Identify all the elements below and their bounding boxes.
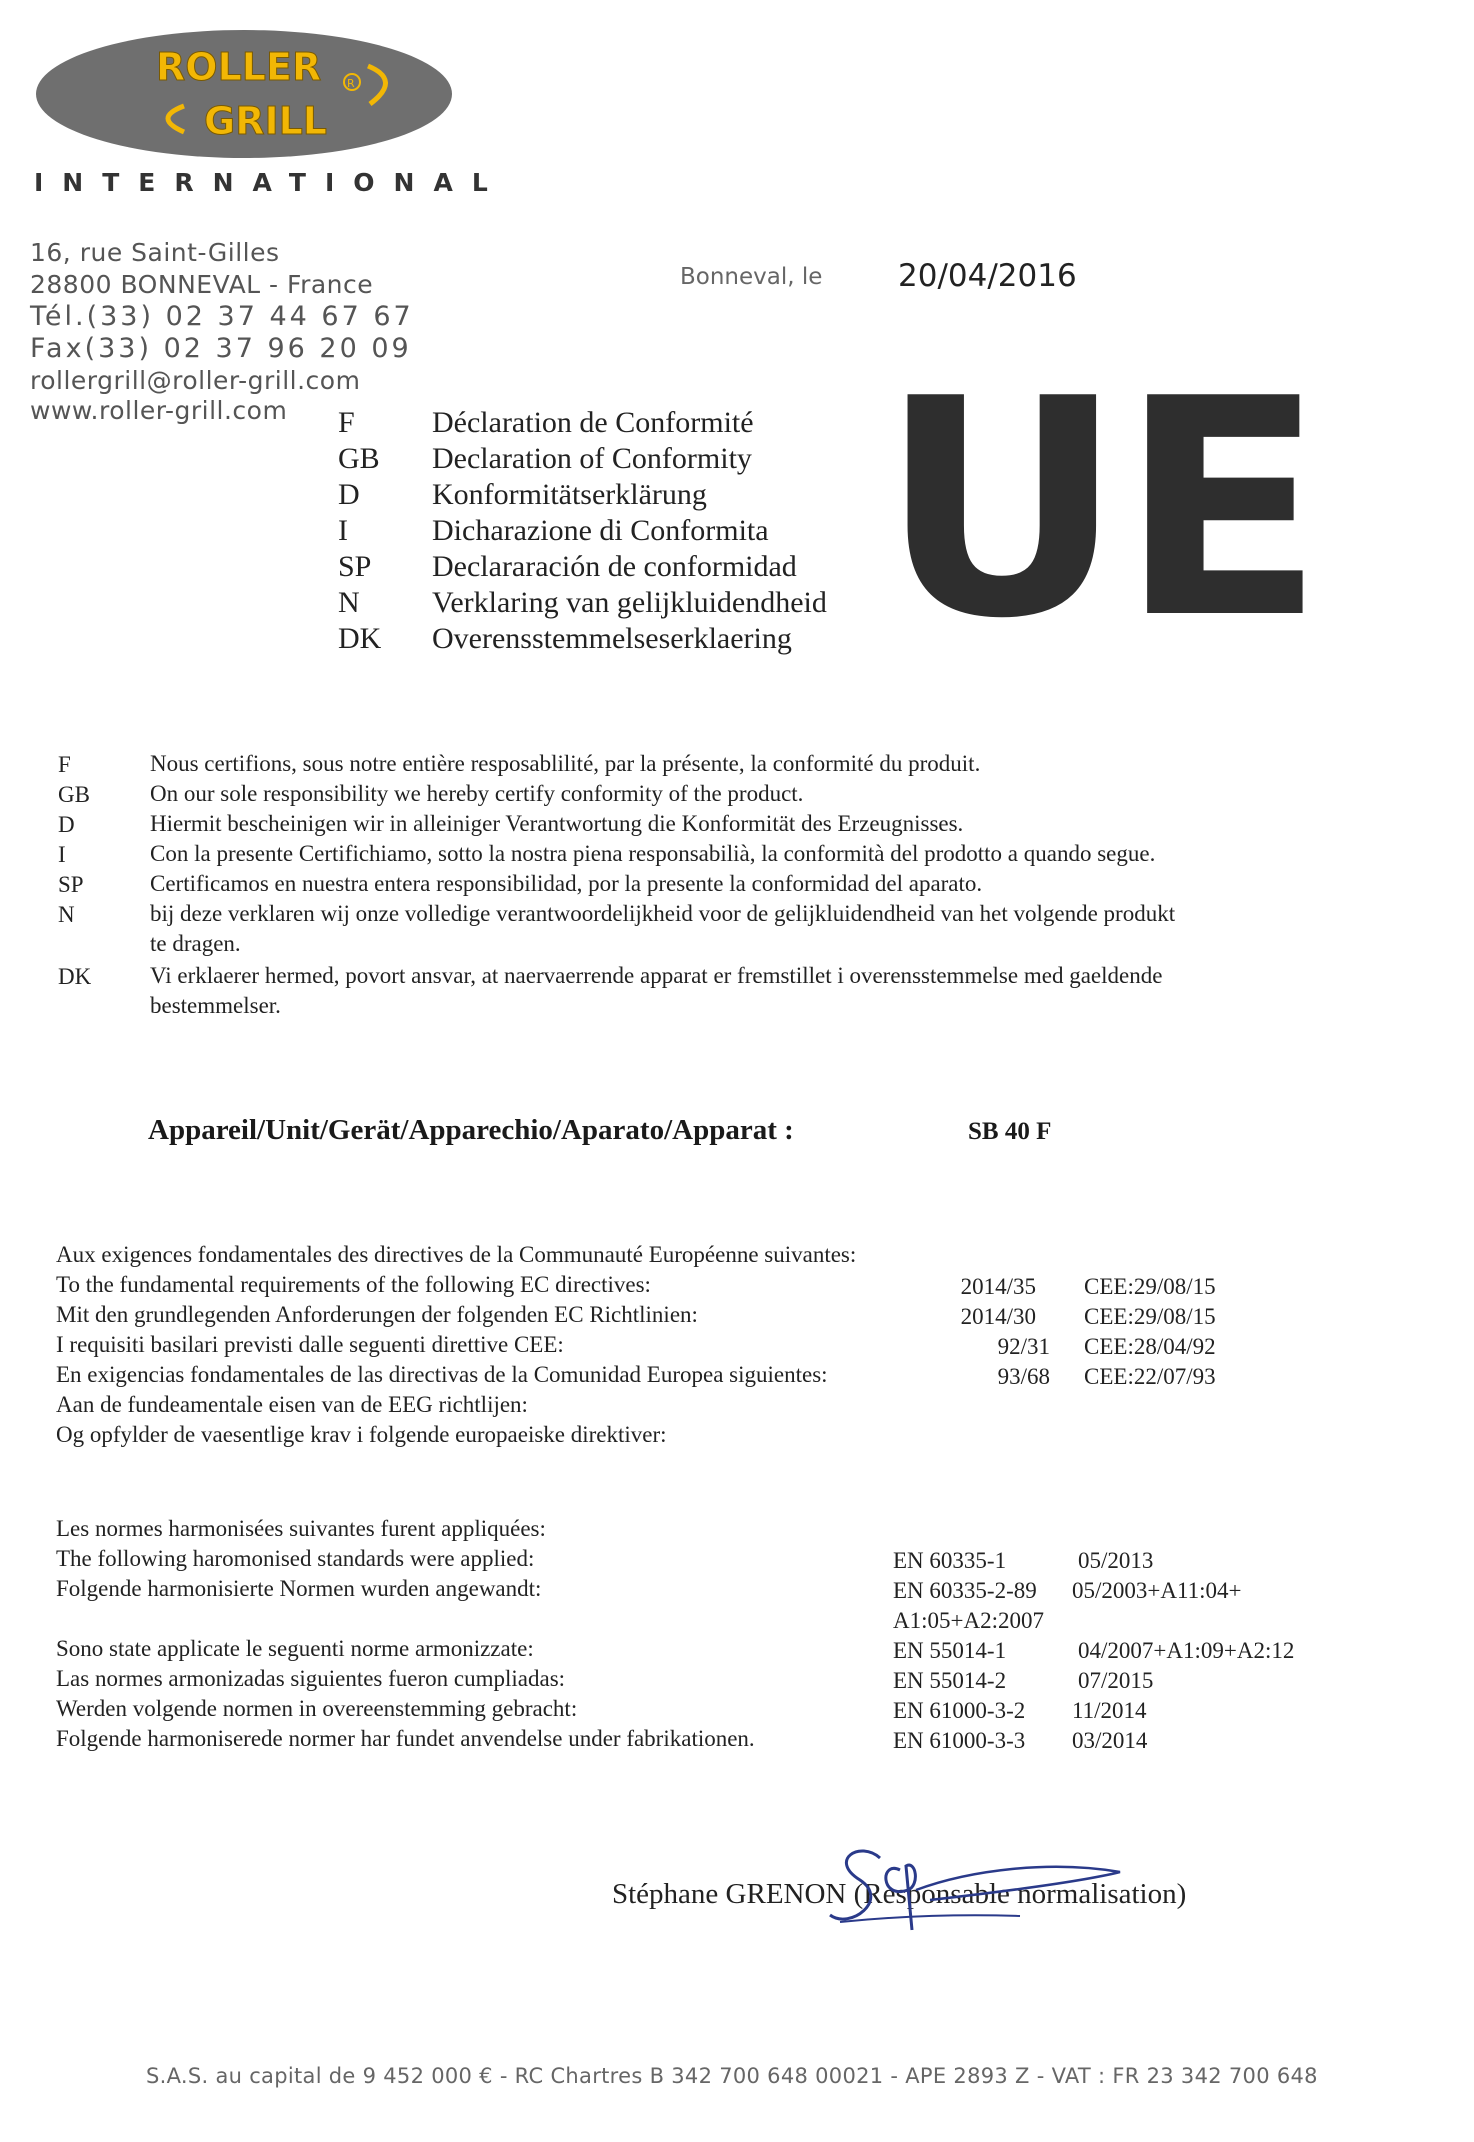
device-model: SB 40 F	[968, 1118, 1052, 1145]
standard-line: Les normes harmonisées suivantes furent appliquées:	[56, 1516, 546, 1541]
company-footer: S.A.S. au capital de 9 452 000 € - RC Chartres B 342 700 648 00021 - APE 2893 Z - VAT : FR 23 342 700 648	[146, 2064, 1318, 2088]
cert-text: Certificamos en nuestra entera responsibilidad, por la presente la conformidad del aparato.	[150, 871, 983, 896]
standard-norm: EN 60335-1	[893, 1548, 1007, 1573]
title-text: Declaration of Conformity	[432, 442, 752, 475]
cert-code: D	[58, 812, 75, 837]
directive-line: Mit den grundlegenden Anforderungen der folgenden EC Richtlinien:	[56, 1302, 698, 1327]
cert-code: F	[58, 752, 71, 777]
title-code: D	[338, 478, 360, 511]
logo-text-grill: GRILL	[204, 99, 328, 143]
signatory-name: Stéphane GRENON (Responsable normalisation)	[612, 1878, 1187, 1910]
standard-norm: EN 55014-2	[893, 1668, 1007, 1693]
address-city: 28800 BONNEVAL - France	[30, 270, 374, 299]
title-text: Konformitätserklärung	[432, 478, 707, 511]
standard-line: Sono state applicate le seguenti norme armonizzate:	[56, 1636, 534, 1661]
standard-date: 04/2007+A1:09+A2:12	[1078, 1638, 1295, 1663]
standard-norm: EN 61000-3-2	[893, 1698, 1026, 1723]
directive-line: Aux exigences fondamentales des directives de la Communauté Européenne suivantes:	[56, 1242, 857, 1267]
title-code: N	[338, 586, 360, 619]
cert-code: N	[58, 902, 75, 927]
logo-subtitle: INTERNATIONAL	[34, 168, 507, 197]
cert-text: Vi erklaerer hermed, povort ansvar, at naervaerrende apparat er fremstillet i overensstemmelse med gaeldende	[150, 963, 1163, 988]
directive-line: To the fundamental requirements of the following EC directives:	[56, 1272, 651, 1297]
title-text: Overensstemmelseserklaering	[432, 622, 792, 655]
document-date: 20/04/2016	[898, 258, 1077, 294]
ue-mark: UE	[880, 335, 1321, 684]
title-text: Déclaration de Conformité	[432, 406, 754, 439]
title-text: Dicharazione di Conformita	[432, 514, 769, 547]
directive-cee-date: CEE:29/08/15	[1084, 1304, 1216, 1329]
directive-cee-date: CEE:22/07/93	[1084, 1364, 1216, 1389]
standard-line: Folgende harmoniserede normer har fundet anvendelse under fabrikationen.	[56, 1726, 755, 1751]
cert-text: Hiermit bescheinigen wir in alleiniger Verantwortung die Konformität des Erzeugnisses.	[150, 811, 964, 836]
cert-text: On our sole responsibility we hereby certify conformity of the product.	[150, 781, 804, 806]
registered-letter: R	[347, 77, 355, 90]
standard-line: Folgende harmonisierte Normen wurden angewandt:	[56, 1576, 542, 1601]
handwritten-signature	[820, 1830, 1140, 1950]
device-label: Appareil/Unit/Gerät/Apparechio/Aparato/Apparat :	[148, 1114, 794, 1146]
title-text: Verklaring van gelijkluidendheid	[432, 586, 827, 619]
standard-line: Las normes armonizadas siguientes fueron cumpliadas:	[56, 1666, 566, 1691]
title-text: Declararación de conformidad	[432, 550, 797, 583]
address-tel: Tél.(33) 02 37 44 67 67	[30, 301, 414, 332]
cert-code: GB	[58, 782, 90, 807]
directive-line: Aan de fundeamentale eisen van de EEG richtlijen:	[56, 1392, 528, 1417]
cert-text: Nous certifions, sous notre entière resposablilité, par la présente, la conformité du produit.	[150, 751, 981, 776]
cert-text-continued: te dragen.	[150, 931, 241, 956]
directive-line: En exigencias fondamentales de las directivas de la Comunidad Europea siguientes:	[56, 1362, 828, 1387]
standard-norm: EN 60335-2-89	[893, 1578, 1037, 1603]
cert-code: I	[58, 842, 66, 867]
title-code: I	[338, 514, 348, 547]
directive-line: I requisiti basilari previsti dalle seguenti direttive CEE:	[56, 1332, 564, 1357]
place-label: Bonneval, le	[680, 264, 823, 290]
cert-code: SP	[58, 872, 84, 897]
roller-grill-logo	[34, 22, 454, 166]
title-code: SP	[338, 550, 372, 583]
cert-code: DK	[58, 964, 92, 989]
standard-norm: EN 55014-1	[893, 1638, 1007, 1663]
standard-line: Werden volgende normen in overeenstemming gebracht:	[56, 1696, 578, 1721]
logo-text-roller: ROLLER	[156, 45, 322, 89]
title-code: DK	[338, 622, 382, 655]
address-email: rollergrill@roller-grill.com	[30, 366, 361, 395]
cert-text-continued: bestemmelser.	[150, 993, 281, 1018]
title-code: GB	[338, 442, 380, 475]
directive-number: 92/31	[997, 1334, 1050, 1359]
directive-cee-date: CEE:29/08/15	[1084, 1274, 1216, 1299]
directive-line: Og opfylder de vaesentlige krav i folgende europaeiske direktiver:	[56, 1422, 667, 1447]
address-fax: Fax(33) 02 37 96 20 09	[30, 333, 412, 364]
standard-norm: EN 61000-3-3	[893, 1728, 1026, 1753]
standard-date: 11/2014	[1072, 1698, 1147, 1723]
directive-number: 2014/35	[960, 1274, 1036, 1299]
standard-date: 05/2003+A11:04+	[1072, 1578, 1242, 1603]
standard-date-continued: A1:05+A2:2007	[893, 1608, 1044, 1633]
title-code: F	[338, 406, 355, 439]
standard-date: 07/2015	[1078, 1668, 1154, 1693]
cert-text: Con la presente Certifichiamo, sotto la nostra piena responsabilià, la conformità del prodotto a quando segue.	[150, 841, 1156, 866]
address-street: 16, rue Saint-Gilles	[30, 238, 280, 267]
standard-date: 05/2013	[1078, 1548, 1154, 1573]
directive-number: 93/68	[997, 1364, 1050, 1389]
address-web: www.roller-grill.com	[30, 396, 288, 425]
cert-text: bij deze verklaren wij onze volledige verantwoordelijkheid voor de gelijkluidendheid van het volgende produkt	[150, 901, 1176, 926]
directive-cee-date: CEE:28/04/92	[1084, 1334, 1216, 1359]
standard-date: 03/2014	[1072, 1728, 1148, 1753]
directive-number: 2014/30	[960, 1304, 1036, 1329]
standard-line: The following haromonised standards were applied:	[56, 1546, 535, 1571]
